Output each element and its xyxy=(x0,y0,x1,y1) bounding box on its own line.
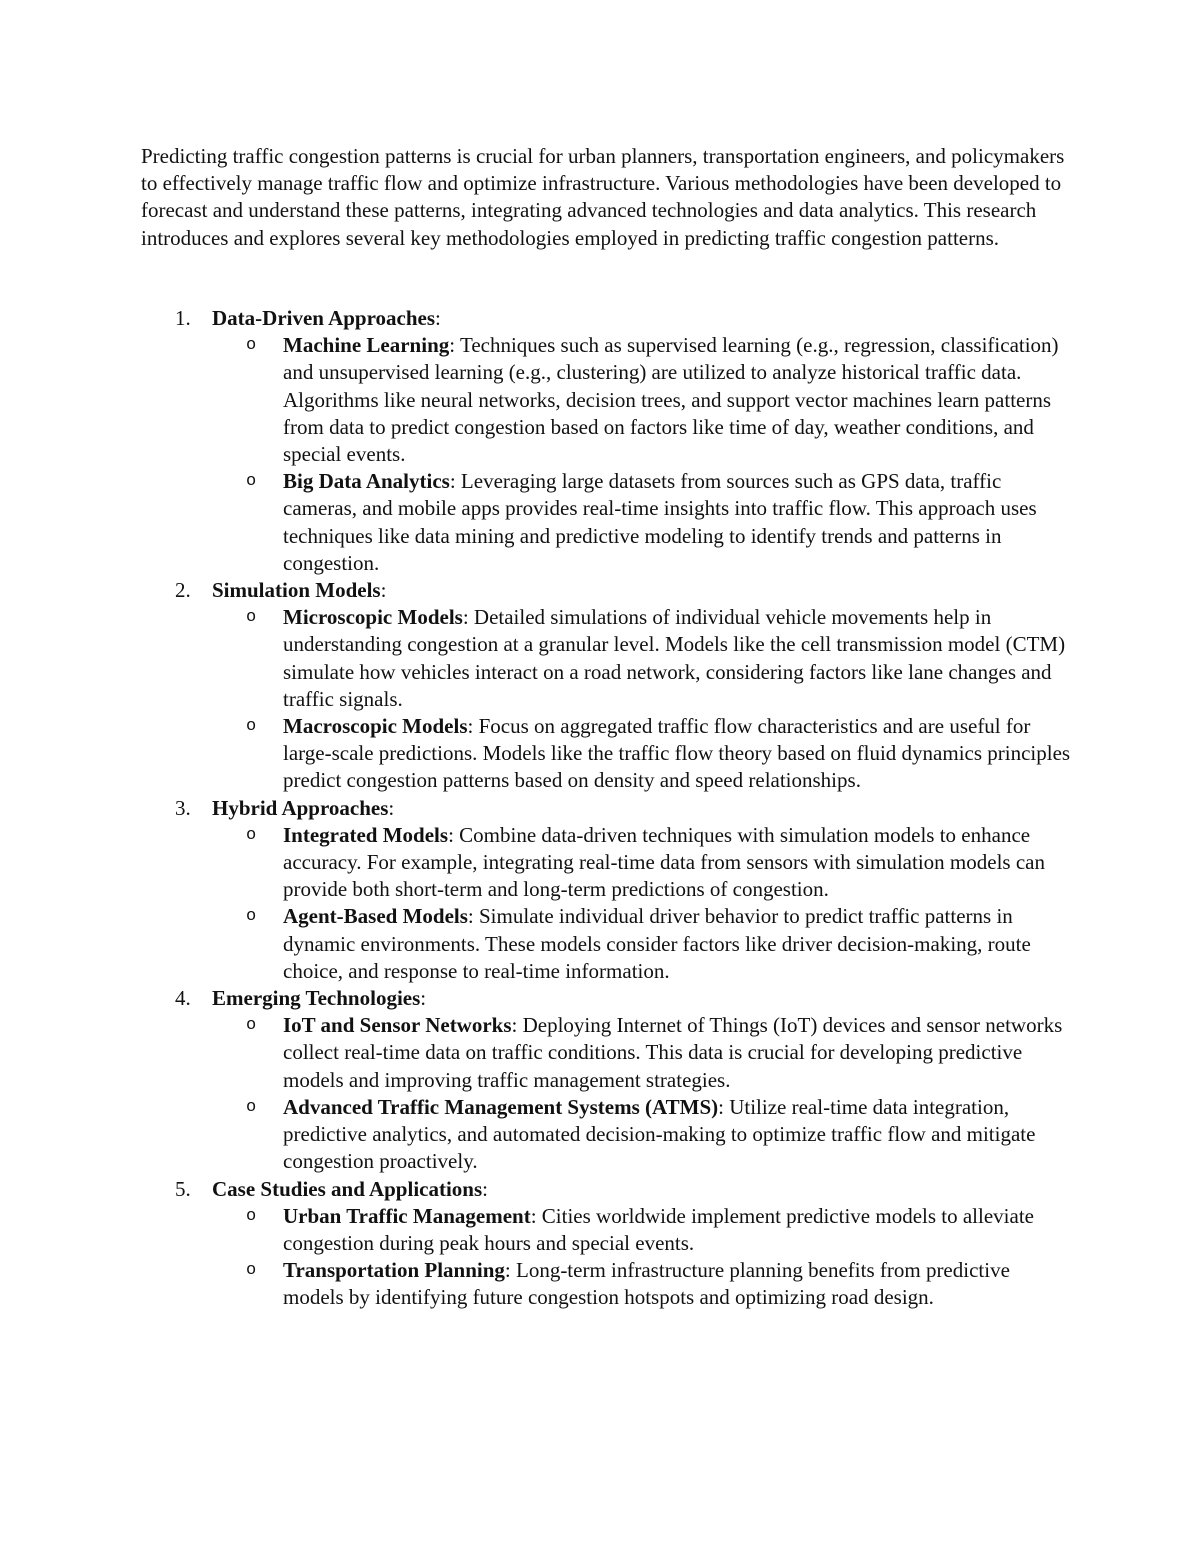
bullet-marker: o xyxy=(246,336,257,356)
bullet-marker: o xyxy=(246,1206,257,1226)
sub-item xyxy=(246,713,1073,795)
section-heading xyxy=(212,1176,1072,1203)
sub-term: Machine Learning xyxy=(283,333,450,358)
sub-text: : Detailed simulations of individual vehicle movements help in understanding congestion at a granular level. Models like the cell transmission model (CTM) simulate how vehicles interact on a road network, considering factors like lane changes and traffic signals. xyxy=(283,605,1066,711)
sub-text: : Techniques such as supervised learning (e.g., regression, classification) and unsupervised learning (e.g., clustering) are utilized to analyze historical traffic data. Algorithms like neural networks, decision trees, and support vector machines learn patterns from data to predict congestion based on factors like time of day, weather conditions, and special events. xyxy=(283,333,1059,467)
sub-item xyxy=(246,1257,1073,1311)
bullet-marker: o xyxy=(246,608,257,628)
bullet-marker: o xyxy=(246,825,257,845)
sub-list xyxy=(212,604,1072,794)
sub-text: : Focus on aggregated traffic flow characteristics and are useful for large-scale predictions. Models like the traffic flow theory based on fluid dynamics principles predict congestion patterns based on density and speed relationships. xyxy=(283,714,1071,793)
sub-item xyxy=(246,468,1073,577)
sub-text: : Long-term infrastructure planning benefits from predictive models by identifying future congestion hotspots and optimizing road design. xyxy=(283,1258,1010,1310)
sub-item xyxy=(246,1203,1073,1257)
bullet-marker: o xyxy=(246,1016,257,1036)
sub-term: Microscopic Models xyxy=(283,605,463,630)
sub-term: Transportation Planning xyxy=(283,1258,505,1283)
sub-text: : Cities worldwide implement predictive models to alleviate congestion during peak hours and special events. xyxy=(283,1203,1034,1255)
section-colon: : xyxy=(435,306,441,330)
bullet-marker: o xyxy=(246,472,257,492)
section-title: Simulation Models xyxy=(212,578,381,603)
section-item xyxy=(0,577,1072,795)
section-number: 2. xyxy=(175,578,191,603)
sub-term: Urban Traffic Management xyxy=(283,1203,531,1228)
section-heading xyxy=(212,795,1072,822)
section-item xyxy=(0,1176,1072,1312)
sub-term: IoT and Sensor Networks xyxy=(283,1013,512,1038)
sub-term: Big Data Analytics xyxy=(283,469,450,494)
sub-item xyxy=(246,332,1073,468)
sub-list xyxy=(212,332,1072,577)
sub-list xyxy=(212,822,1072,985)
sub-term: Agent-Based Models xyxy=(283,904,468,929)
bullet-marker: o xyxy=(246,717,257,737)
methodology-list xyxy=(0,305,1200,1312)
sub-text: : Utilize real-time data integration, predictive analytics, and automated decision-making to optimize traffic flow and mitigate congestion proactively. xyxy=(283,1094,1036,1174)
section-colon: : xyxy=(388,795,395,820)
section-title: Emerging Technologies xyxy=(212,986,421,1011)
sub-item xyxy=(246,822,1073,904)
section-item xyxy=(0,305,1072,577)
section-number: 3. xyxy=(175,795,191,820)
section-title: Hybrid Approaches xyxy=(212,795,389,820)
section-heading xyxy=(212,305,1072,332)
section-item xyxy=(0,985,1072,1175)
bullet-marker: o xyxy=(246,907,257,927)
section-title: Case Studies and Applications xyxy=(212,1176,483,1201)
section-item xyxy=(0,795,1072,985)
section-colon: : xyxy=(482,1176,489,1201)
sub-list xyxy=(212,1203,1072,1312)
sub-term: Integrated Models xyxy=(283,822,449,847)
section-number: 1. xyxy=(175,306,191,330)
section-heading xyxy=(212,577,1072,604)
sub-item xyxy=(246,1012,1073,1094)
section-colon: : xyxy=(380,578,387,603)
sub-text: : Leveraging large datasets from sources such as GPS data, traffic cameras, and mobile apps provides real-time insights into traffic flow. This approach uses techniques like data mining and predictive modeling to identify trends and patterns in congestion. xyxy=(283,469,1037,575)
section-colon: : xyxy=(420,986,427,1011)
section-number: 4. xyxy=(175,986,191,1011)
sub-term: Advanced Traffic Management Systems (ATMS) xyxy=(283,1094,719,1119)
intro-paragraph: Predicting traffic congestion patterns is crucial for urban planners, transportation engineers, and policymakers to effectively manage traffic flow and optimize infrastructure. Various methodologies have been developed to forecast and understand these patterns, integrating advanced technologies and data analytics. This research introduces and explores several key methodologies employed in predicting traffic congestion patterns. xyxy=(141,144,1065,250)
sub-text: : Deploying Internet of Things (IoT) devices and sensor networks collect real-time data on traffic conditions. This data is crucial for developing predictive models and improving traffic management strategies. xyxy=(283,1013,1063,1092)
bullet-marker: o xyxy=(246,1097,257,1117)
sub-text: : Simulate individual driver behavior to predict traffic patterns in dynamic environments. These models consider factors like driver decision-making, route choice, and response to real-time information. xyxy=(283,904,1031,983)
sub-term: Macroscopic Models xyxy=(283,714,468,739)
sub-item xyxy=(246,903,1073,985)
sub-item xyxy=(246,604,1073,713)
sub-item xyxy=(246,1094,1073,1176)
bullet-marker: o xyxy=(246,1261,257,1281)
sub-list xyxy=(212,1012,1072,1175)
section-number: 5. xyxy=(175,1176,191,1201)
section-heading xyxy=(212,985,1072,1012)
section-title: Data-Driven Approaches xyxy=(212,306,436,330)
sub-text: : Combine data-driven techniques with simulation models to enhance accuracy. For example, integrating real-time data from sensors with simulation models can provide both short-term and long-term predictions of congestion. xyxy=(283,822,1045,902)
